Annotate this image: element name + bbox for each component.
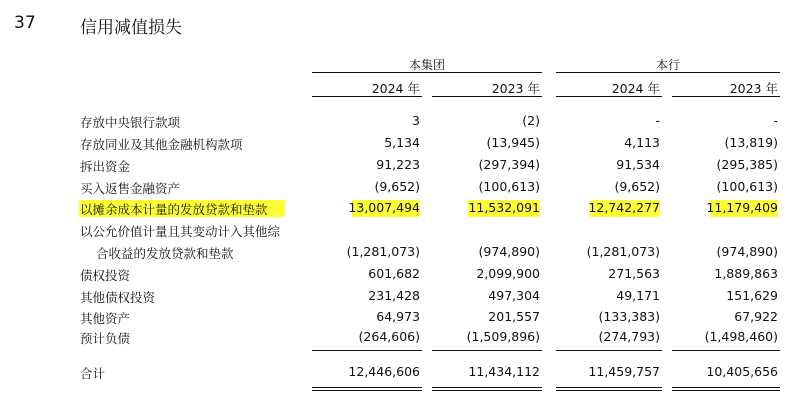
table-row bbox=[0, 112, 800, 132]
cell: 11,179,409 bbox=[706, 200, 778, 215]
cell: (274,793) bbox=[598, 329, 660, 344]
cell: 271,563 bbox=[608, 266, 660, 281]
cell: (1,509,896) bbox=[466, 329, 540, 344]
table-row bbox=[0, 287, 800, 307]
note-title: 信用减值损失 bbox=[80, 18, 182, 38]
total-double-rule bbox=[432, 387, 542, 388]
cell: (295,385) bbox=[716, 157, 778, 172]
cell: (13,945) bbox=[486, 135, 540, 150]
cell: 151,629 bbox=[726, 288, 778, 303]
cell: 64,973 bbox=[376, 309, 420, 324]
table-row bbox=[0, 156, 800, 176]
group-header-group: 本集团 bbox=[408, 58, 445, 72]
total-row bbox=[0, 363, 800, 383]
cell: (1,281,073) bbox=[346, 244, 420, 259]
table-row bbox=[0, 265, 800, 285]
year-header: 2023 年 bbox=[491, 81, 540, 96]
cell: 67,922 bbox=[734, 309, 778, 324]
row-label: 其他债权投资 bbox=[80, 290, 156, 305]
table-row bbox=[0, 178, 800, 198]
year-header-rule bbox=[556, 96, 662, 97]
cell: (1,498,460) bbox=[704, 329, 778, 344]
cell: 2,099,900 bbox=[476, 266, 540, 281]
cell: (974,890) bbox=[478, 244, 540, 259]
cell: 3 bbox=[412, 113, 420, 128]
cell: (100,613) bbox=[478, 179, 540, 194]
total-cell: 11,459,757 bbox=[588, 364, 660, 379]
cell: 497,304 bbox=[488, 288, 540, 303]
cell: 4,113 bbox=[624, 135, 660, 150]
cell: 201,557 bbox=[488, 309, 540, 324]
cell: - bbox=[655, 113, 660, 128]
cell: 91,223 bbox=[376, 157, 420, 172]
year-header: 2023 年 bbox=[729, 81, 778, 96]
total-cell: 12,446,606 bbox=[348, 364, 420, 379]
cell: 12,742,277 bbox=[588, 200, 660, 215]
row-label: 买入返售金融资产 bbox=[80, 181, 181, 196]
row-label: 其他资产 bbox=[80, 311, 131, 326]
row-label: 拆出资金 bbox=[80, 159, 131, 174]
cell: 13,007,494 bbox=[348, 200, 420, 215]
note-number: 37 bbox=[14, 13, 36, 33]
total-double-rule bbox=[432, 390, 542, 391]
cell: (2) bbox=[522, 113, 540, 128]
subtotal-rule bbox=[672, 350, 780, 351]
subtotal-rule bbox=[556, 350, 662, 351]
total-cell: 10,405,656 bbox=[706, 364, 778, 379]
year-header: 2024 年 bbox=[611, 81, 660, 96]
table-row bbox=[0, 243, 800, 263]
cell: 5,134 bbox=[384, 135, 420, 150]
total-cell: 11,434,112 bbox=[468, 364, 540, 379]
total-double-rule bbox=[312, 387, 422, 388]
cell: (264,606) bbox=[358, 329, 420, 344]
subtotal-rule bbox=[432, 350, 542, 351]
table-row bbox=[0, 328, 800, 348]
cell: (9,652) bbox=[374, 179, 420, 194]
group-header-rule bbox=[312, 72, 542, 73]
table-row bbox=[0, 308, 800, 328]
total-label: 合计 bbox=[80, 366, 106, 381]
row-label: 以摊余成本计量的发放贷款和垫款 bbox=[80, 202, 268, 217]
total-double-rule bbox=[312, 390, 422, 391]
subtotal-rule bbox=[312, 350, 422, 351]
cell: (9,652) bbox=[614, 179, 660, 194]
total-double-rule bbox=[672, 390, 780, 391]
table-row bbox=[0, 134, 800, 154]
row-label: 债权投资 bbox=[80, 268, 131, 283]
year-header-rule bbox=[672, 96, 780, 97]
year-header: 2024 年 bbox=[371, 81, 420, 96]
cell: (100,613) bbox=[716, 179, 778, 194]
cell: 1,889,863 bbox=[714, 266, 778, 281]
cell: 11,532,091 bbox=[468, 200, 540, 215]
year-header-rule bbox=[312, 96, 422, 97]
cell: 231,428 bbox=[368, 288, 420, 303]
cell: 601,682 bbox=[368, 266, 420, 281]
row-label: 存放中央银行款项 bbox=[80, 115, 181, 130]
total-double-rule bbox=[672, 387, 780, 388]
cell: 49,171 bbox=[616, 288, 660, 303]
row-label: 存放同业及其他金融机构款项 bbox=[80, 137, 243, 152]
cell: (297,394) bbox=[478, 157, 540, 172]
cell: (1,281,073) bbox=[586, 244, 660, 259]
row-label: 以公允价值计量且其变动计入其他综 bbox=[80, 224, 281, 239]
year-header-rule bbox=[432, 96, 542, 97]
table-row-highlighted bbox=[0, 199, 800, 219]
table-row bbox=[0, 221, 800, 241]
total-double-rule bbox=[556, 387, 662, 388]
group-header-rule bbox=[556, 72, 780, 73]
row-label: 合收益的发放贷款和垫款 bbox=[96, 246, 234, 261]
cell: (13,819) bbox=[724, 135, 778, 150]
row-label: 预计负债 bbox=[80, 331, 131, 346]
cell: - bbox=[773, 113, 778, 128]
cell: (133,383) bbox=[598, 309, 660, 324]
cell: (974,890) bbox=[716, 244, 778, 259]
group-header-bank: 本行 bbox=[655, 58, 680, 72]
total-double-rule bbox=[556, 390, 662, 391]
cell: 91,534 bbox=[616, 157, 660, 172]
